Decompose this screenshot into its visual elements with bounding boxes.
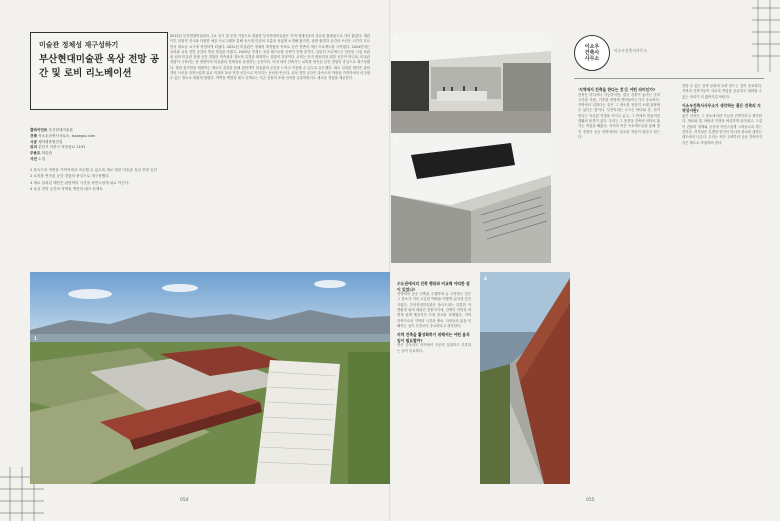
photo-rooftop-walkway <box>480 272 570 484</box>
info-value: 이소우건축사사무소, isosegul.com <box>38 133 96 138</box>
info-label: 건축 <box>30 133 37 138</box>
interview-column <box>682 84 762 146</box>
project-info <box>30 128 162 163</box>
corner-grid-decoration <box>752 0 780 72</box>
firm-badge-circle <box>574 35 610 71</box>
interview-question: '지역에서 건축을 한다는 것'은 어떤 의미인가? <box>578 87 656 92</box>
article-title: 부산현대미술관 옥상 전망 공간 및 로비 리노베이션 <box>39 54 160 79</box>
interview-question: 지역 건축을 활성화하기 위해서는 어떤 움직임이 필요할까? <box>397 332 470 343</box>
photo-captions <box>30 168 162 194</box>
series-label: 미술관 정체성 재구성하기 <box>39 41 119 49</box>
interview-answer: 지역에서 공공 건축을 수행하며 늘 고민하는 것은 그 장소가 지닌 고유한 맥락을 어떻게 읽어낼 것인가였다. 부산현대미술관은 을숙도라는 특별한 자연환경 위에 세워진 건물이기에, 건축이 자연과 어떻게 관계 맺을지가 가장 중요한 과제였다. 지역 건축가로서 지역의 시간과 재료, 사람들의 삶을 이해하는 일이 무엇보다 중요하다고 생각한다. <box>397 292 471 328</box>
caption: 4 옥상 전망 공간의 적벽돌 벽면과 데크 산책로 <box>30 187 103 192</box>
info-value: 제이엘종합건설 <box>38 139 63 144</box>
caption: 2 로비를 연속된 공간 경험의 중심으로 재구성했다. <box>30 174 110 179</box>
interview-answer: 건축은 어디서나 가능하지만, 결국 건물이 놓이는 곳의 시간과 사람, 기후를 어떻게 받아들이는가가 중요하다. 지역에서 일한다는 것은 그 장소를 천천히 오래 관찰할 수 있다는 뜻이다. 부산이라는 도시는 바다와 강, 산이 만나는 독특한 지형을 가지고 있고, 그 안에서 만들어진 생활의 풍경이 있다. 우리는 그 풍경을 건축의 언어로 옮기는 작업을 해왔다. 지역의 작은 프로젝트들을 통해 쌓인 경험이 공공 건축에서도 중요한 자산이 된다고 믿는다. <box>578 92 660 139</box>
photo-staircase <box>391 135 551 263</box>
badge-line: 이소우 <box>584 44 600 50</box>
interview-question: 이소우건축사사무소가 생각하는 좋은 건축의 지역성이란? <box>682 102 761 114</box>
article-title-box <box>30 32 168 110</box>
divider <box>574 78 764 79</box>
photo-lobby <box>391 33 551 133</box>
photo-number: 3 <box>395 139 398 144</box>
info-label: 주용도 <box>30 151 41 156</box>
info-label: 위치 <box>30 145 37 150</box>
article-body: 2015년 부산현대미술관의 주요 전시 및 운영 거점으로 개관한 부산현대미술관은 지역 현대미술의 중요한 플랫폼으로 자리 잡았다. 개관 이후 실험적 전시와 다양한 예술 프로그램을 통해 동시대 미술의 흐름을 폭넓게 소개해 왔지만, 관람 환경과 공간의 쓰임은 시간이 흐르면서 새로운 요구에 직면하게 되었다. 2022년 미술관은 정체성 재정립을 목표로 공간 전반의 개선 프로젝트를 시작했다. 2024년에는 로비와 옥상 전망 공간의 개선 작업을 마쳤고, 2025년 현재는 옥상 레스토랑 증축이 진행 중이다. 일련의 프로젝트는 단순한 시설 보완을 넘어 미술관 전체 공간 경험의 연속성과 정소적 특징을 회복하는 실험적 과정이다. 로비는 단지 방문객을 위한 공간이 아니라, 미술관 경험이 시작되는 첫 장면이자 미술관의 정체성을 상징하는 공간이다. 이에 따라 건축가는 로비를 연속된 공간 경험의 중심으로 재구성했다. 빛과 물가면을 채광하는 재료의 질감을 통해 관람객이 미술관의 공간을 느끼고 이동할 수 있도록 유도했다. 새로 설치된 계단은 관람객의 시선을 자연스럽게 위로 이끌며 옥상 전망 공간으로 이어지는 동선을 만든다. 옥상 전망 공간은 을숙도의 자연을 가까이에서 마주할 수 있는 장소로 새롭게 열렸다. 적벽돌 벽면과 데크 산책로는 기존 건물의 조형 언어를 존중하면서도 새로운 경험을 제공한다. <box>170 34 370 81</box>
interview-answer: 좋은 건축은 그 장소에서만 가능한 건축이라고 생각한다. 재료와 빛, 바람과 지형을 세심하게 읽어내고, 그것이 건물의 형태와 공간에 자연스럽게 스며들도록 하는 것이다. 지역성은 특별한 양식이 아니라 장소를 대하는 태도에서 나온다. 우리는 작은 주택부터 공공 건축까지 같은 태도로 작업하려 한다. <box>682 114 762 145</box>
info-value: 부산현대미술관 <box>48 128 73 132</box>
badge-line: 건축사 <box>584 50 600 56</box>
interview-column <box>397 278 471 354</box>
info-label: 시공 <box>30 139 37 144</box>
info-label: 사진 <box>30 156 37 161</box>
firm-badge <box>574 35 648 71</box>
photo-number: 2 <box>395 37 398 42</box>
badge-line: 사무소 <box>584 56 600 62</box>
firm-name: 이소우건축사사무소 <box>614 48 648 53</box>
interview-answer: 한발 수 있는 건축 문화의 토양 만드는 것이 중요하다. 지역의 건축가들이 서로의 작업을 공유하고 대화할 수 있는 자리가 더 많아지길 바란다. <box>682 84 762 99</box>
interview-column <box>578 84 660 140</box>
page-number-right: 055 <box>586 498 595 503</box>
interview-answer: 작은 규모라도 지역에서 꾸준히 실험하고 기록하는 일이 중요하다. <box>397 343 471 353</box>
info-value: 부산시 사하구 낙동남로 1191 <box>38 145 86 150</box>
caption: 3 새로 설치된 계단은 관람객의 시선을 자연스럽게 위로 이끈다. <box>30 180 130 185</box>
interview-question: 수도권에서의 건축 행위와 비교해 어떠한 점이 있었나? <box>397 281 470 292</box>
info-value: 미술관 <box>41 151 52 156</box>
page-number-left: 054 <box>180 498 189 503</box>
photo-number: 4 <box>484 276 487 281</box>
info-value: 노경 <box>38 156 46 161</box>
info-row <box>30 157 162 163</box>
photo-aerial-museum <box>30 272 390 484</box>
photo-number: 1 <box>34 336 37 341</box>
caption: 1 을숙도의 자연을 가까이에서 마주할 수 있도록 새로 열린 미술관 옥상 전망 공간 <box>30 168 158 172</box>
info-label: 클라이언트 <box>30 128 48 132</box>
